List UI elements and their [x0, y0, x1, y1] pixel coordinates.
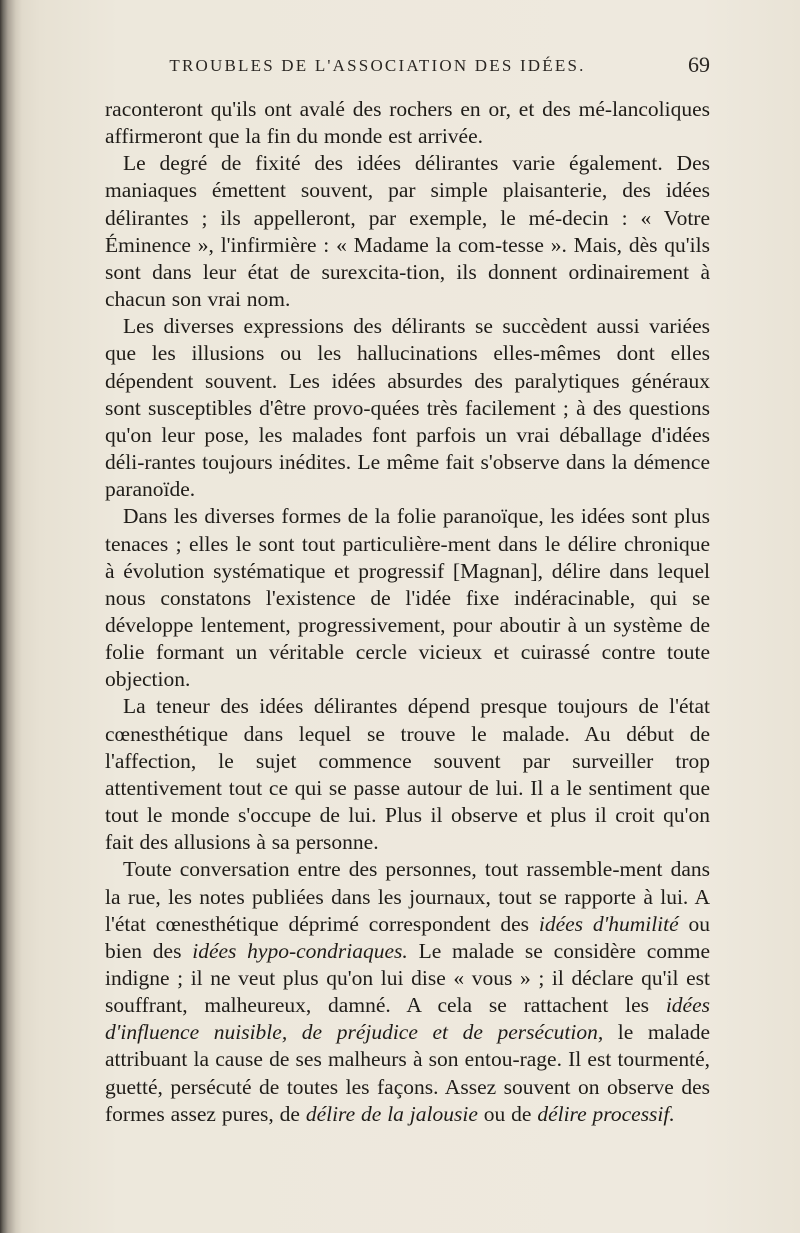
text-segment: ou bien des [105, 911, 710, 963]
italic-text: idées hypo-condriaques. [192, 938, 408, 963]
text-segment: La teneur des idées délirantes dépend presque toujours de l'état cœnesthétique dans lequel se trouve le malade. Au début de l'affection, le sujet commence souvent par surveiller trop attentivement tout ce qui se passe autour de lui. Il a le sentiment que tout le monde s'occupe de lui. Plus il observe et plus il croit qu'on fait des allusions à sa personne. [105, 694, 710, 855]
text-segment: Le degré de fixité des idées délirantes varie également. Des maniaques émettent souvent, par simple plaisanterie, des idées délirantes ; ils appelleront, par exemple, le mé-decin : « Votre Éminence », l'infirmière : « Madame la com-tesse ». Mais, dès qu'ils sont dans leur état de surexcita-tion, ils donnent ordinairement à chacun son vrai nom. [105, 151, 710, 312]
text-segment: ou de [477, 1101, 538, 1126]
italic-text: idées d'influence nuisible, de préjudice et de persécution, [105, 993, 710, 1045]
paragraph [105, 313, 710, 503]
page-header [105, 52, 710, 88]
body-text [105, 96, 710, 1128]
paragraph [105, 96, 710, 150]
text-segment: Le malade se considère comme indigne ; il ne veut plus qu'on lui dise « vous » ; il déclare qu'il est souffrant, malheureux, damné. A cela se rattachent les [105, 938, 711, 1018]
text-segment: le malade attribuant la cause de ses malheurs à son entou-rage. Il est tourmenté, guetté, persécuté de toutes les façons. Assez souvent on observe des formes assez pures, de [105, 1020, 710, 1126]
text-segment: Les diverses expressions des délirants se succèdent aussi variées que les illusions ou les hallucinations elles-mêmes dont elles dépendent souvent. Les idées absurdes des paralytiques généraux sont susceptibles d'être provo-quées très facilement ; à des questions qu'on leur pose, les malades font parfois un vrai déballage d'idées déli-rantes toujours inédites. Le même fait s'observe dans la démence paranoïde. [105, 314, 710, 502]
italic-text: idées d'humilité [538, 911, 679, 936]
page-number: 69 [688, 52, 710, 77]
book-spine-shadow [0, 0, 22, 1233]
paragraph [105, 856, 710, 1128]
text-segment: raconteront qu'ils ont avalé des rochers en or, et des mé-lancoliques affirmeront que la fin du monde est arrivée. [105, 97, 710, 149]
italic-text: délire de la jalousie [305, 1101, 478, 1126]
italic-text: délire processif. [537, 1101, 675, 1126]
paragraph [105, 150, 710, 313]
text-segment: Dans les diverses formes de la folie paranoïque, les idées sont plus tenaces ; elles le sont tout particulière-ment dans le délire chronique à évolution systématique et progressif [Magnan], délire dans lequel nous constatons l'existence de l'idée fixe indéracinable, qui se développe lentement, progressivement, pour aboutir à un système de folie formant un véritable cercle vicieux et cuirassé contre toute objection. [105, 504, 710, 692]
text-segment: Toute conversation entre des personnes, tout rassemble-ment dans la rue, les notes publiées dans les journaux, tout se rapporte à lui. A l'état cœnesthétique déprimé correspondent des [105, 857, 710, 936]
paragraph [105, 693, 710, 856]
paragraph [105, 503, 710, 693]
running-title: TROUBLES DE L'ASSOCIATION DES IDÉES. [169, 56, 586, 75]
